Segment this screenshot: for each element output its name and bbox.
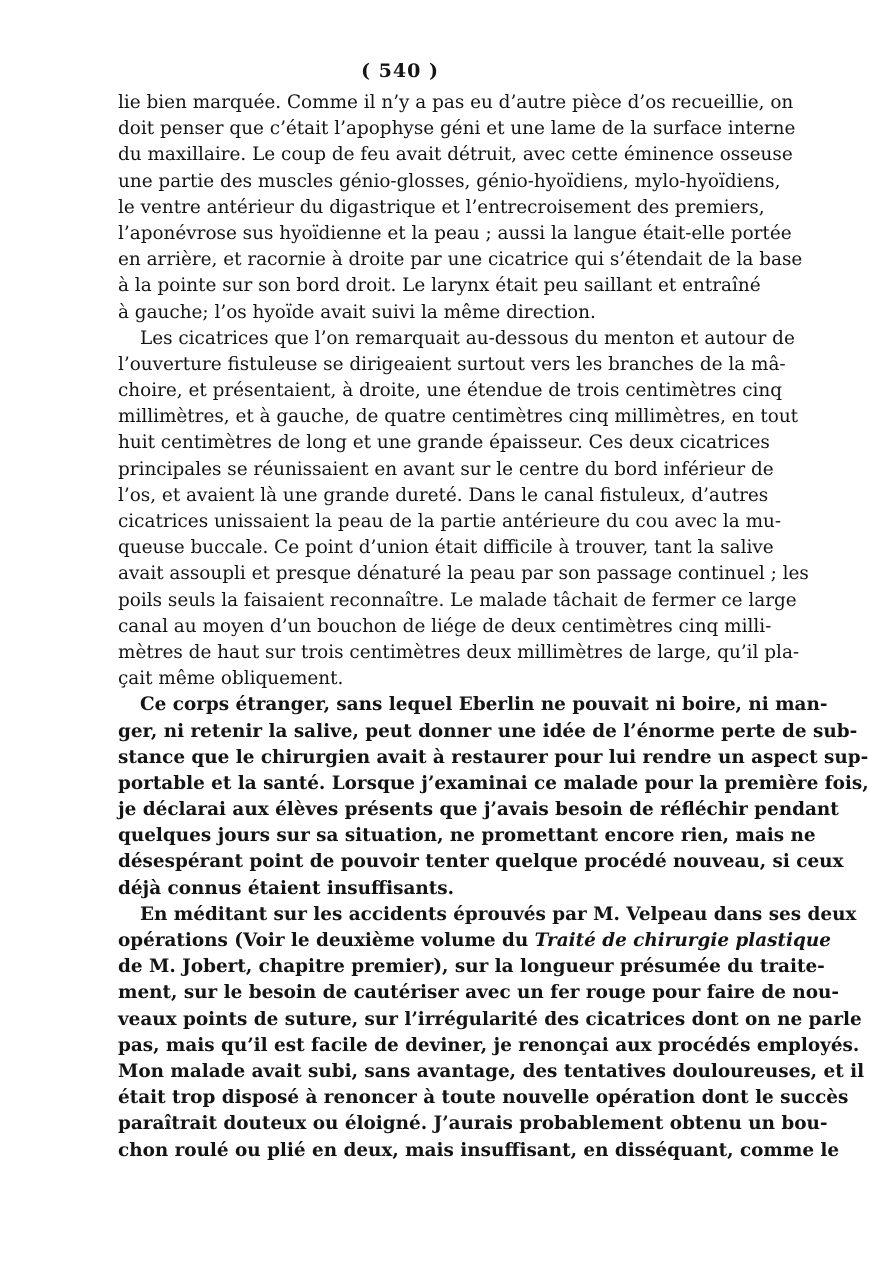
text-line: chon roulé ou plié en deux, mais insuffisant, en disséquant, comme le [118,1139,840,1161]
text-line: cicatrices unissaient la peau de la partie antérieure du cou avec la mu- [118,511,782,532]
text-line: du maxillaire. Le coup de feu avait détruit, avec cette éminence osseuse [118,144,793,166]
paragraph-1 [118,90,803,326]
text-line: en arrière, et racornie à droite par une cicatrice qui s’étendait de la base [118,249,803,271]
text-line: stance que le chirurgien avait à restaurer pour lui rendre un aspect sup- [118,746,869,768]
text-line: à la pointe sur son bord droit. Le larynx était peu saillant et entraîné [118,275,761,297]
text-line: En méditant sur les accidents éprouvés par M. Velpeau dans ses deux [140,903,857,925]
text-line: l’aponévrose sus hyoïdienne et la peau ; aussi la langue était-elle portée [118,222,792,244]
text-segment: opérations (Voir le deuxième volume du [118,930,535,951]
text-line: doit penser que c’était l’apophyse géni et une lame de la surface interne [118,118,796,140]
text-line-with-title [118,928,831,954]
text-line: de M. Jobert, chapitre premier), sur la longueur présumée du traite- [118,956,825,978]
text-line: principales se réunissaient en avant sur le centre du bord inférieur de [118,458,774,480]
text-line: l’os, et avaient là une grande dureté. Dans le canal fistuleux, d’autres [118,484,769,506]
page-number: ( 540 ) [361,60,439,82]
text-line: Mon malade avait subi, sans avantage, des tentatives douloureuses, et il [118,1060,865,1082]
text-line: canal au moyen d’un bouchon de liége de deux centimètres cinq milli- [118,615,772,637]
text-line: déjà connus étaient insuffisants. [118,877,454,899]
text-line: quelques jours sur sa situation, ne promettant encore rien, mais ne [118,825,816,847]
text-line: ment, sur le besoin de cautériser avec un fer rouge pour faire de nou- [118,982,839,1004]
text-line: une partie des muscles génio-glosses, génio-hyoïdiens, mylo-hyoïdiens, [118,170,781,192]
text-line: mètres de haut sur trois centimètres deux millimètres de large, qu’il pla- [118,641,800,663]
text-line: huit centimètres de long et une grande épaisseur. Ces deux cicatrices [118,432,770,454]
body-text [118,90,869,1164]
text-line: je déclarai aux élèves présents que j’avais besoin de réfléchir pendant [118,799,839,821]
text-line: Les cicatrices que l’on remarquait au-dessous du menton et autour de [140,327,795,349]
text-line: queuse buccale. Ce point d’union était difficile à trouver, tant la salive [118,537,774,559]
text-line: çait même obliquement. [118,668,344,690]
text-line: veaux points de suture, sur l’irrégularité des cicatrices dont on ne parle [118,1008,862,1030]
text-line: millimètres, et à gauche, de quatre centimètres cinq millimètres, en tout [118,406,799,428]
book-title: Traité de chirurgie plastique [534,930,831,951]
text-line: ger, ni retenir la salive, peut donner une idée de l’énorme perte de sub- [118,720,858,742]
text-line: le ventre antérieur du digastrique et l’entrecroisement des premiers, [118,196,765,218]
text-line: était trop disposé à renoncer à toute nouvelle opération dont le succès [118,1087,849,1109]
text-line: lie bien marquée. Comme il n’y a pas eu d’autre pièce d’os recueillie, on [118,92,794,113]
text-line: paraîtrait douteux ou éloigné. J’aurais probablement obtenu un bou- [118,1113,828,1135]
text-line: Ce corps étranger, sans lequel Eberlin ne pouvait ni boire, ni man- [140,694,828,716]
text-line: désespérant point de pouvoir tenter quelque procédé nouveau, si ceux [118,851,844,873]
text-line: pas, mais qu’il est facile de deviner, je renonçai aux procédés employés. [118,1034,860,1056]
text-line: poils seuls la faisaient reconnaître. Le malade tâchait de fermer ce large [118,589,797,611]
text-line: à gauche; l’os hyoïde avait suivi la même direction. [118,301,596,323]
text-line: portable et la santé. Lorsque j’examinai ce malade pour la première fois, [118,772,869,794]
paragraph-4 [118,902,865,1164]
text-line: l’ouverture fistuleuse se dirigeaient surtout vers les branches de la mâ- [118,353,786,375]
text-line: avait assoupli et presque dénaturé la peau par son passage continuel ; les [118,563,809,585]
text-line: choire, et présentaient, à droite, une étendue de trois centimètres cinq [118,380,782,402]
paragraph-3 [118,692,869,902]
paragraph-2 [118,326,809,693]
